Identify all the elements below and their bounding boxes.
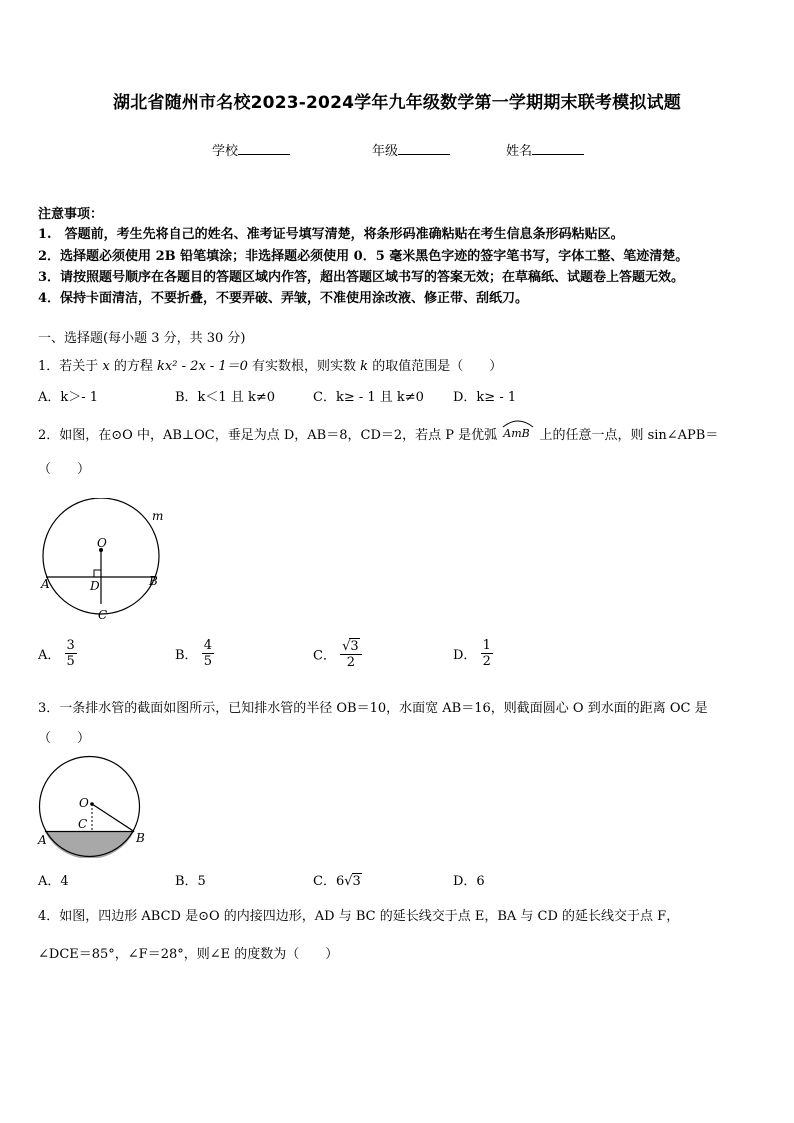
note-item: 3．请按照题号顺序在各题目的答题区域内作答，超出答题区域书写的答案无效；在草稿纸、试题卷上答题无效。 [38,270,685,285]
option-d[interactable]: D． $\frac{1}{2}$ [453,638,491,669]
name-blank[interactable] [532,142,584,155]
question-4-line1: 4．如图，四边形 ABCD 是⊙O 的内接四边形，AD 与 BC 的延长线交于点 E，BA 与 CD 的延长线交于点 F， [38,909,680,924]
notes-heading: 注意事项： [38,207,104,222]
option-a[interactable]: A．k＞- 1 [38,390,99,405]
question-2-paren: （ ） [38,462,91,477]
label-a: A [41,577,50,591]
label-m: m [152,509,164,523]
right-angle-mark [94,570,101,577]
figure-q2-circle [30,498,170,628]
label-a: A [38,833,47,847]
question-1-stem: 1．若关于 x 的方程 kx² - 2x - 1＝0 有实数根，则实数 k 的取值范围是（ ） [38,359,503,374]
grade-field[interactable] [372,140,450,159]
grade-blank[interactable] [398,142,450,155]
option-a[interactable]: A．4 [38,874,69,889]
school-label: 学校 [212,144,239,159]
name-field[interactable] [506,140,584,159]
question-4-line2: ∠DCE＝85°，∠F＝28°，则∠E 的度数为（ ） [38,947,339,962]
label-c: C [98,608,108,622]
option-c[interactable]: C．6√3 [313,874,361,889]
note-item: 1. 答题前，考生先将自己的姓名、准考证号填写清楚，将条形码准确粘贴在考生信息条形码粘贴区。 [38,227,624,242]
note-item: 4．保持卡面清洁，不要折叠，不要弄破、弄皱，不准使用涂改液、修正带、刮纸刀。 [38,291,529,306]
option-b[interactable]: B．5 [175,874,206,889]
option-c[interactable]: C． $\frac{√3}{2}$ [313,638,362,670]
question-2-stem: 2．如图，在⊙O 中，AB⊥OC，垂足为点 D，AB＝8，CD＝2，若点 P 是优弧 AmB 上的任意一点，则 sin∠APB＝ [38,424,718,443]
school-field[interactable] [212,140,290,159]
school-blank[interactable] [238,142,290,155]
section-heading: 一、选择题(每小题 3 分，共 30 分) [38,331,246,346]
label-c: C [78,817,88,831]
option-d[interactable]: D．k≥ - 1 [453,390,517,405]
label-b: B [136,831,145,845]
option-a[interactable]: A． $\frac{3}{5}$ [38,638,75,669]
question-3-stem: 3．一条排水管的截面如图所示，已知排水管的半径 OB＝10，水面宽 AB＝16，则截面圆心 O 到水面的距离 OC 是 [38,701,708,716]
page-title: 湖北省随州市名校2023-2024学年九年级数学第一学期期末联考模拟试题 [113,93,681,113]
name-label: 姓名 [506,144,533,159]
label-o: O [97,536,107,550]
label-d: D [90,579,100,593]
center-point [90,802,94,806]
option-c[interactable]: C．k≥ - 1 且 k≠0 [313,390,424,405]
option-b[interactable]: B． $\frac{4}{5}$ [175,638,212,669]
label-b: B [149,574,158,588]
option-d[interactable]: D．6 [453,874,485,889]
note-item: 2．选择题必须使用 2B 铅笔填涂；非选择题必须使用 0．5 毫米黑色字迹的签字笔书写，字体工整、笔迹清楚。 [38,249,689,264]
option-b[interactable]: B．k＜1 且 k≠0 [175,390,276,405]
water-region [45,832,134,859]
grade-label: 年级 [372,144,399,159]
question-3-paren: （ ） [38,731,91,746]
arc-amb: AmB [501,425,535,441]
figure-q3-pipe [32,752,152,858]
label-o: O [79,796,89,810]
radius-ob [92,804,134,832]
